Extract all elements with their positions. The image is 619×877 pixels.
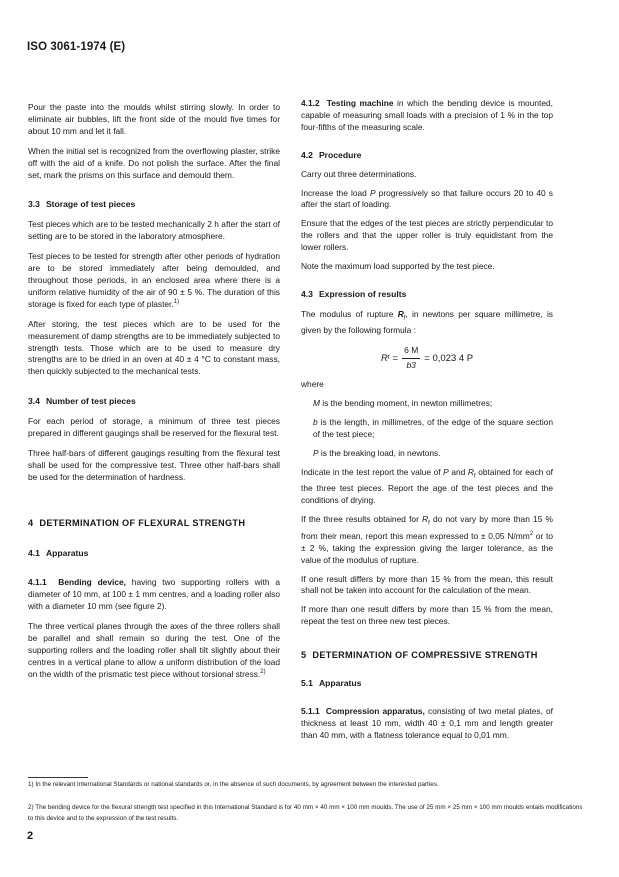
paragraph-vertical-planes: The three vertical planes through the axes of the three rollers shall be parallel and shall remain so during the test. One of the supporting rollers and the loading roller shall tilt slightly about their centres in a vertical plane to allow a uniform distribution of the load on the width of the prismatic test piece without torsional stress.$^{2)}$ xyxy=(28,621,280,679)
definition-m: M is the bending moment, in newton millimetres; xyxy=(313,398,493,409)
paragraph-three-determinations: Carry out three determinations. xyxy=(301,168,417,179)
section-heading-4-3: 4.3 Expression of results xyxy=(301,288,407,299)
section-heading-4-1: 4.1 Apparatus xyxy=(28,547,89,558)
paragraph-testing-machine: 4.1.2 Testing machine in which the bending device is mounted, capable of measuring small loads with a precision of 1 % in the top four-fifths of the measuring scale. xyxy=(301,98,553,132)
paragraph-note-max-load: Note the maximum load supported by the test piece. xyxy=(301,261,495,272)
footnote-divider xyxy=(28,777,88,778)
section-heading-4: 4 DETERMINATION OF FLEXURAL STRENGTH xyxy=(28,517,246,528)
paragraph-compression-apparatus: 5.1.1 Compression apparatus, consisting of two metal plates, of thickness at least 10 mm, width 40 ± 0,1 mm and length greater than 40 mm, with a flatness tolerance equal to 0,01 mm. xyxy=(301,706,554,740)
section-heading-4-2: 4.2 Procedure xyxy=(301,149,362,160)
label-where: where xyxy=(301,379,324,390)
section-heading-5: 5 DETERMINATION OF COMPRESSIVE STRENGTH xyxy=(301,650,538,661)
paragraph-ensure-edges: Ensure that the edges of the test pieces are strictly perpendicular to the rollers and that the upper roller is truly equidistant from the lower rollers. xyxy=(301,218,553,253)
definition-p: P is the breaking load, in newtons. xyxy=(313,447,441,458)
paragraph-half-bars: Three half-bars of different gaugings resulting from the flexural test shall be used for the compressive test. Three other half-bars shall be used for the determination of hardness. xyxy=(28,447,280,482)
document-id-header: ISO 3061-1974 (E) xyxy=(27,41,126,53)
paragraph-initial-set: When the initial set is recognized from the overflowing plaster, strike off with the aid of a knife. Do not polish the surface. After the final set, mark the prisms on this surface and demould them. xyxy=(28,145,280,180)
left-column xyxy=(28,102,280,681)
paragraph-modulus-rupture: The modulus of rupture $R_f$, in newtons per square millimetre, is given by the following formula : xyxy=(301,308,553,336)
paragraph-pour-paste: Pour the paste into the moulds whilst stirring slowly. In order to eliminate air bubbles, lift the front side of the mould five times for about 10 mm and let it fall. xyxy=(28,102,280,136)
section-heading-3-4: 3.4 Number of test pieces xyxy=(28,396,136,407)
paragraph-increase-load: Increase the load P progressively so that failure occurs 20 to 40 s after the start of loading. xyxy=(301,187,553,210)
paragraph-indicate-report: Indicate in the test report the value of P and $R_f$ obtained for each of the three test pieces. Report the age of the test pieces and the conditions of drying. xyxy=(301,466,553,506)
paragraph-three-results: If the three results obtained for $R_f$ do not vary by more than 15 % from their mean, report this mean expressed to ± 0,05 $N/mm^2$ or to ± 2 %, taking the expression giving the larger tolerance, as the value of the modulus of rupture. xyxy=(301,514,553,565)
paragraph-one-result-differs: If one result differs by more than 15 % from the mean, this result shall not be taken into account for the calculation of the mean. xyxy=(301,573,553,596)
definition-b: b is the length, in millimetres, of the edge of the square section of the test piece; xyxy=(313,417,553,440)
paragraph-more-than-one-differs: If more than one result differs by more than 15 % from the mean, repeat the test on three new test pieces. xyxy=(301,604,553,627)
paragraph-storage-2h: Test pieces which are to be tested mechanically 2 h after the start of setting are to be stored in the laboratory atmosphere. xyxy=(28,219,280,242)
page-number: 2 xyxy=(27,830,34,842)
formula-modulus: R f = $\frac{6 M}{b3}$ = 0,023 4 P xyxy=(381,345,474,371)
paragraph-period-storage: For each period of storage, a minimum of three test pieces prepared in different gaugings shall be reserved for the flexural test. xyxy=(28,416,280,439)
footnote-ref-1[interactable]: 1) xyxy=(173,298,180,305)
paragraph-bending-device: 4.1.1 Bending device, having two supporting rollers with a diameter of 10 mm, at 100 ± 1 mm centres, and a loading roller also with a diameter 10 mm (see figure 2). xyxy=(28,577,281,612)
footnote-2: 2) The bending device for the flexural strength test specified in this International Standard is for 40 mm × 40 mm × 100 mm moulds. The use of 25 mm × 25 mm × 100 mm moulds entails modifications to this device and to the expression of the test results. xyxy=(28,804,583,822)
footnote-1: 1) In the relevant International Standards or national standards or, in the absence of such documents, by agreement between the interested parties. xyxy=(28,781,439,788)
paragraph-after-storing: After storing, the test pieces which are to be used for the measurement of damp strengths are to be immediately subjected to strength tests. Those which are to be used to measure dry strengths are to be dried in an oven at 40 ± 4 °C to constant mass, then quickly subjected to the mechanical tests. xyxy=(28,318,280,377)
formula-block xyxy=(301,337,553,379)
formula-fraction: $\frac{6 M}{b3}$ xyxy=(404,345,419,371)
section-heading-5-1: 5.1 Apparatus xyxy=(301,678,362,689)
footnote-ref-2[interactable]: 2) xyxy=(260,669,266,676)
section-heading-3-3: 3.3 Storage of test pieces xyxy=(28,199,136,210)
right-column xyxy=(301,98,553,742)
paragraph-storage-other: Test pieces to be tested for strength after other periods of hydration are to be stored immediately after being demoulded, and throughout those periods, in an enclosed area where there is a uniform relative humidity of the air of 90 ± 5 %. The duration of this storage is fixed for each type of plaster.$^{1)}$ xyxy=(28,251,280,309)
